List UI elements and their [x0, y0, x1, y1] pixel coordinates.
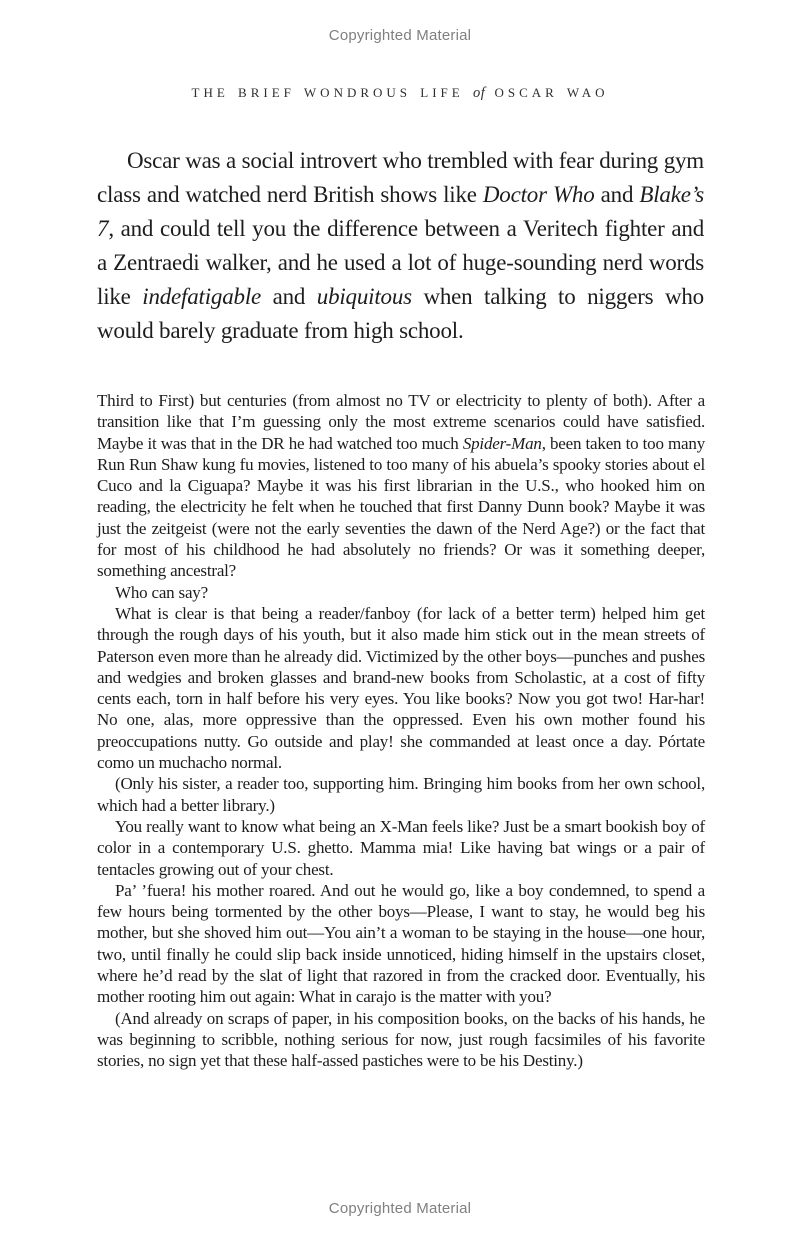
- paragraph: [97, 816, 705, 880]
- copyright-banner-bottom: Copyrighted Material: [328, 1200, 472, 1217]
- excerpt-block: [97, 144, 704, 348]
- text-run: Oscar was a social introvert who trembled with fear during gym class and watched nerd British shows like: [97, 148, 704, 207]
- text-run: THE BRIEF WONDROUS LIFE: [191, 85, 473, 100]
- paragraph: [97, 390, 705, 582]
- text-run: (Only his sister, a reader too, supporting him. Bringing him books from her own school, which had a better library.): [97, 774, 705, 815]
- text-run: (And already on scraps of paper, in his composition books, on the backs of his hands, he was beginning to scribble, nothing serious for now, just rough facsimiles of his favorite stories, no sign yet that these half-assed pastiches were to be his Destiny.): [97, 1008, 705, 1071]
- paragraph: [97, 880, 705, 1008]
- paragraph: [97, 603, 705, 773]
- text-run: Third to First) but centuries (from almost no TV or electricity to plenty of both). After a transition like that I’m guessing only the most extreme scenarios could have satisfied. Maybe it was that in the DR he had watched too much: [97, 391, 705, 453]
- text-run: and: [261, 284, 317, 309]
- text-run: You really want to know what being an X-Man feels like? Just be a smart bookish boy of color in a contemporary U.S. ghetto. Mamma mia! Like having bat wings or a pair of tentacles growing out of your chest.: [97, 816, 705, 879]
- text-run: Pa’ ’fuera! his mother roared. And out he would go, like a boy condemned, to spend a few hours being tormented by the other boys—Please, I want to stay, he would beg his mother, but she shoved him out—You ain’t a woman to be staying in the house—one hour, two, until finally he could slip back inside unnoticed, hiding himself in the upstairs closet, where he’d read by the slat of light that razored in from the cracked door. Eventually, his mother rooting him out again: What in carajo is the matter with you?: [97, 880, 705, 1007]
- italic-text-run: Doctor Who: [482, 182, 595, 207]
- text-run: Who can say?: [115, 582, 208, 602]
- paragraph: [97, 144, 704, 348]
- copyright-banner-top: Copyrighted Material: [328, 27, 472, 44]
- italic-text-run: Blake’s 7: [97, 182, 704, 241]
- text-run: , and could tell you the difference between a Veritech fighter and a Zentraedi walker, and he used a lot of huge-sounding nerd words like: [97, 216, 704, 309]
- text-run: , been taken to too many Run Run Shaw kung fu movies, listened to too many of his abuela’s spooky stories about el Cuco and la Ciguapa? Maybe it was his first librarian in the U.S., who hooked him on reading, the electricity he felt when he touched that first Danny Dunn book? Maybe it was just the zeitgeist (were not the early seventies the dawn of the Nerd Age?) or the fact that for most of his childhood he had absolutely no friends? Or was it something deeper, something ancestral?: [97, 433, 705, 581]
- paragraph: [97, 773, 705, 816]
- paragraph: [97, 1008, 705, 1072]
- body-text-block: [97, 390, 705, 1072]
- italic-text-run: ubiquitous: [316, 284, 412, 309]
- text-run: OSCAR WAO: [485, 85, 609, 100]
- running-head: [0, 85, 800, 102]
- italic-text-run: indefatigable: [142, 284, 262, 309]
- italic-text-run: of: [472, 85, 486, 101]
- text-run: and: [594, 182, 640, 207]
- paragraph: [97, 582, 705, 603]
- text-run: What is clear is that being a reader/fanboy (for lack of a better term) helped him get through the rough days of his youth, but it also made him stick out in the mean streets of Paterson even more than he already did. Victimized by the other boys—punches and pushes and wedgies and broken glasses and brand-new books from Scholastic, at a cost of fifty cents each, torn in half before his very eyes. You like books? Now you got two! Har-har! No one, alas, more oppressive than the oppressed. Even his own mother found his preoccupations nutty. Go outside and play! she commanded at least once a day. Pórtate como un muchacho normal.: [97, 603, 705, 773]
- italic-text-run: Spider-Man: [462, 433, 542, 453]
- text-run: when talking to niggers who would barely graduate from high school.: [97, 284, 704, 343]
